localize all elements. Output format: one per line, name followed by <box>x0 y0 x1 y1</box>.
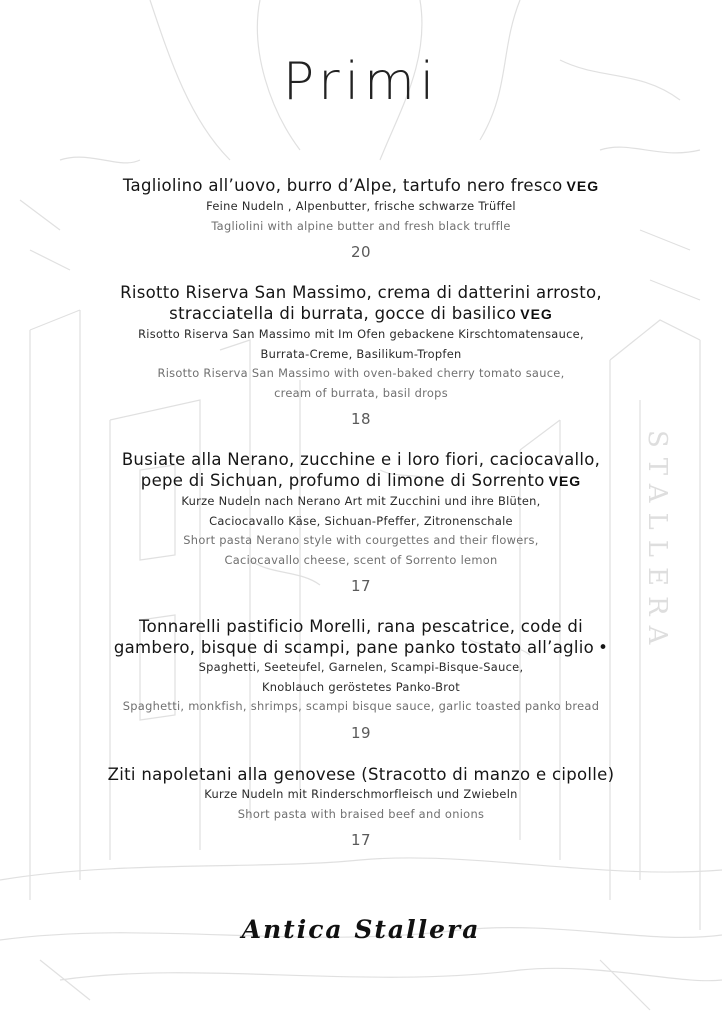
menu-item <box>40 282 682 430</box>
dish-name-line: pepe di Sichuan, profumo di limone di Sorrento <box>140 471 545 490</box>
description-line: Risotto Riserva San Massimo with oven-baked cherry tomato sauce, <box>157 366 565 380</box>
description-line: Caciocavallo Käse, Sichuan-Pfeffer, Zitronenschale <box>209 513 513 528</box>
description-line: Short pasta Nerano style with courgettes and their flowers, <box>183 533 539 547</box>
dish-description-de <box>40 325 682 364</box>
description-line: cream of burrata, basil drops <box>274 385 448 400</box>
dish-price: 18 <box>350 410 372 428</box>
dish-name <box>40 282 682 325</box>
veg-badge: VEG <box>548 473 582 489</box>
dish-description-en <box>40 531 682 570</box>
dish-name-line: gambero, bisque di scampi, pane panko tostato all’aglio <box>113 638 595 657</box>
dish-name-line: Ziti napoletani alla genovese (Stracotto di manzo e cipolle) <box>107 765 615 784</box>
page-title: Primi <box>282 52 440 112</box>
veg-badge: VEG <box>520 306 553 322</box>
description-line: Spaghetti, monkfish, shrimps, scampi bisque sauce, garlic toasted panko bread <box>122 699 600 713</box>
dish-description-en <box>40 364 682 403</box>
dish-description-de: Feine Nudeln , Alpenbutter, frische schwarze Trüffel <box>206 199 516 213</box>
restaurant-logo: Antica Stallera <box>241 915 481 944</box>
dish-price: 20 <box>350 243 372 261</box>
menu-item <box>40 764 682 851</box>
dish-description-de <box>40 492 682 531</box>
description-line: Burrata-Creme, Basilikum-Tropfen <box>260 346 462 361</box>
dish-price: 19 <box>350 723 372 742</box>
dish-name-line: stracciatella di burrata, gocce di basilico <box>169 304 517 323</box>
menu-item <box>40 616 682 744</box>
dish-description-en: Tagliolini with alpine butter and fresh black truffle <box>211 218 511 233</box>
dot-marker: • <box>598 638 609 657</box>
description-line: Knoblauch geröstetes Panko-Brot <box>261 679 461 694</box>
dish-name <box>40 616 682 658</box>
sign-letters: STALLERA <box>642 430 672 655</box>
dish-name-line: Tagliolino all’uovo, burro d’Alpe, tartufo nero fresco <box>122 176 563 195</box>
menu-item <box>40 175 682 263</box>
description-line: Risotto Riserva San Massimo mit Im Ofen gebackene Kirschtomatensauce, <box>138 327 584 341</box>
dish-name <box>40 175 682 197</box>
dish-description-de <box>40 658 682 697</box>
dish-price: 17 <box>350 577 372 595</box>
dish-name <box>40 764 682 785</box>
description-line: Spaghetti, Seeteufel, Garnelen, Scampi-Bisque-Sauce, <box>198 660 524 674</box>
dish-name-line: Tonnarelli pastificio Morelli, rana pescatrice, code di <box>139 617 583 636</box>
dish-name-line: Risotto Riserva San Massimo, crema di datterini arrosto, <box>120 283 602 302</box>
menu-item <box>40 449 682 597</box>
dish-description-de: Kurze Nudeln mit Rinderschmorfleisch und Zwiebeln <box>204 787 518 801</box>
dish-name-line: Busiate alla Nerano, zucchine e i loro fiori, caciocavallo, <box>121 450 601 469</box>
description-line: Kurze Nudeln nach Nerano Art mit Zucchini und ihre Blüten, <box>181 494 541 508</box>
description-line: Caciocavallo cheese, scent of Sorrento lemon <box>224 552 498 567</box>
dish-description-en <box>40 697 682 717</box>
dish-price: 17 <box>350 831 372 849</box>
veg-badge: VEG <box>566 178 600 194</box>
dish-description-en: Short pasta with braised beef and onions <box>237 806 485 821</box>
dish-name <box>40 449 682 492</box>
